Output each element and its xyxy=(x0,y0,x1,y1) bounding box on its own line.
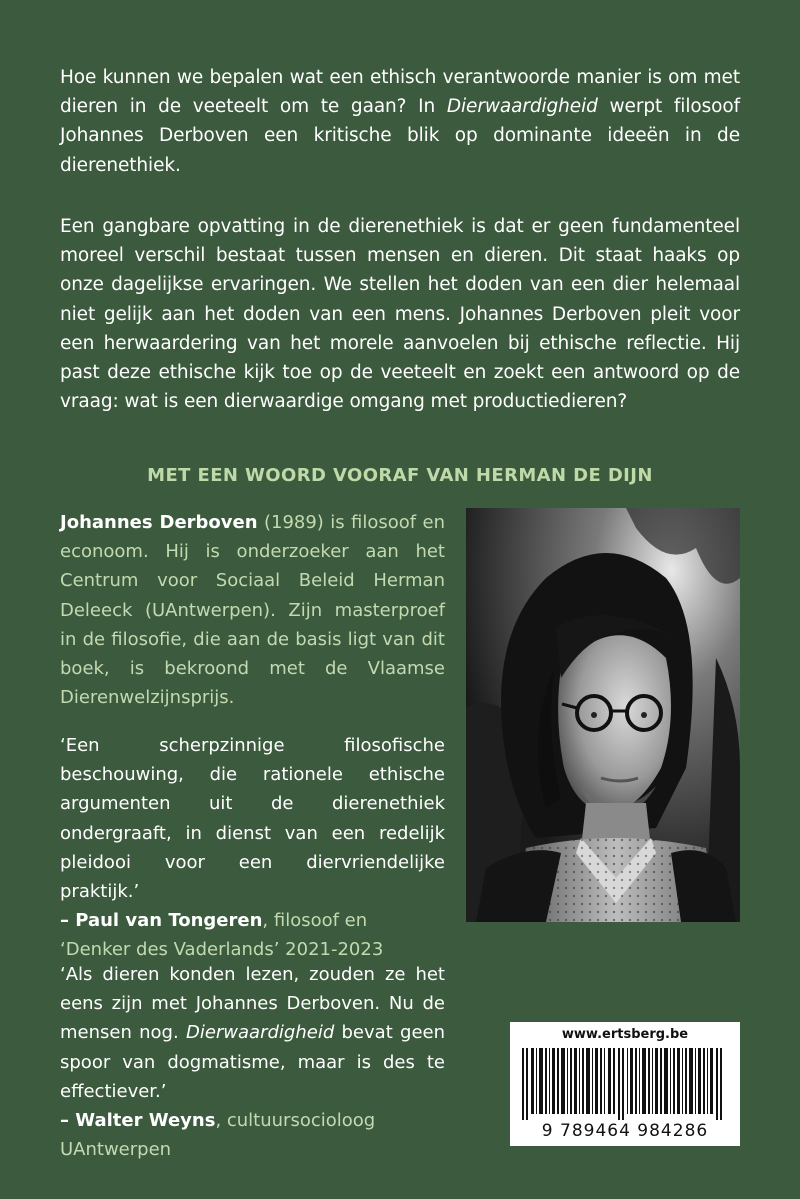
isbn-number: 9 789464 984286 xyxy=(541,1121,709,1141)
author-photo xyxy=(466,508,740,922)
quote-2-book-title: Dierwaardigheid xyxy=(185,1022,335,1044)
quote-2-attribution xyxy=(60,1106,445,1135)
quote-1-role-line2: ‘Denker des Vaderlands’ 2021-2023 xyxy=(60,939,384,961)
quote-2-text-start: ‘Als dieren konden lezen, zouden ze het eens zijn met Johannes Derboven. Nu de mensen nog. xyxy=(60,964,445,1044)
publisher-url: www.ertsberg.be xyxy=(561,1027,689,1042)
blurb-p1-text: Hoe kunnen we bepalen wat een ethisch verantwoorde manier is om met dieren in de veeteelt om te gaan? In xyxy=(60,67,740,118)
quote-2-text-end: bevat geen spoor van dogmatisme, maar is des te effectiever.’ xyxy=(60,1022,445,1102)
book-title-italic: Dierwaardigheid xyxy=(446,96,598,118)
author-name: Johannes Derboven xyxy=(60,512,258,533)
quote-2-role-line2: UAntwerpen xyxy=(60,1139,172,1161)
quote-1-author: – Paul van Tongeren xyxy=(60,910,263,932)
foreword-heading: MET EEN WOORD VOORAF VAN HERMAN DE DIJN xyxy=(147,465,653,486)
barcode-icon xyxy=(520,1048,730,1120)
quote-2-text xyxy=(60,960,445,1106)
quote-1-text: ‘Een scherpzinnige filosofische beschouwing, die rationele ethische argumenten uit de dierenethiek ondergraaft, in dienst van een redelijk pleidooi voor een diervriendelijke praktijk.’ xyxy=(60,735,445,903)
author-bio xyxy=(60,508,445,712)
quote-1-role: , filosoof en xyxy=(262,910,368,932)
author-bio-text: (1989) is filosoof en econoom. Hij is onderzoeker aan het Centrum voor Sociaal Beleid Herman Deleeck (UAntwerpen). Zijn masterproef in de filosofie, die aan de basis ligt van dit boek, is bekroond met de Vlaamse Dierenwelzijnsprijs. xyxy=(60,512,445,709)
blurb-paragraph-1 xyxy=(60,63,740,180)
quote-2-role: , cultuursocioloog xyxy=(215,1110,376,1132)
quote-1 xyxy=(60,731,445,965)
quote-1-attribution xyxy=(60,906,445,935)
quote-2-author: – Walter Weyns xyxy=(60,1110,216,1132)
blurb-p1-text-end: werpt filosoof Johannes Derboven een kritische blik op dominante ideeën in de dierenethiek. xyxy=(60,96,740,176)
blurb-paragraph-2: Een gangbare opvatting in de dierenethiek is dat er geen fundamenteel moreel verschil bestaat tussen mensen en dieren. Dit staat haaks op onze dagelijkse ervaringen. We stellen het doden van een dier helemaal niet gelijk aan het doden van een mens. Johannes Derboven pleit voor een herwaardering van het morele aanvoelen bij ethische reflectie. Hij past deze ethische kijk toe op de veeteelt en zoekt een antwoord op de vraag: wat is een dierwaardige omgang met productiedieren? xyxy=(60,216,740,413)
barcode-panel xyxy=(510,1022,740,1146)
quote-2 xyxy=(60,960,445,1164)
